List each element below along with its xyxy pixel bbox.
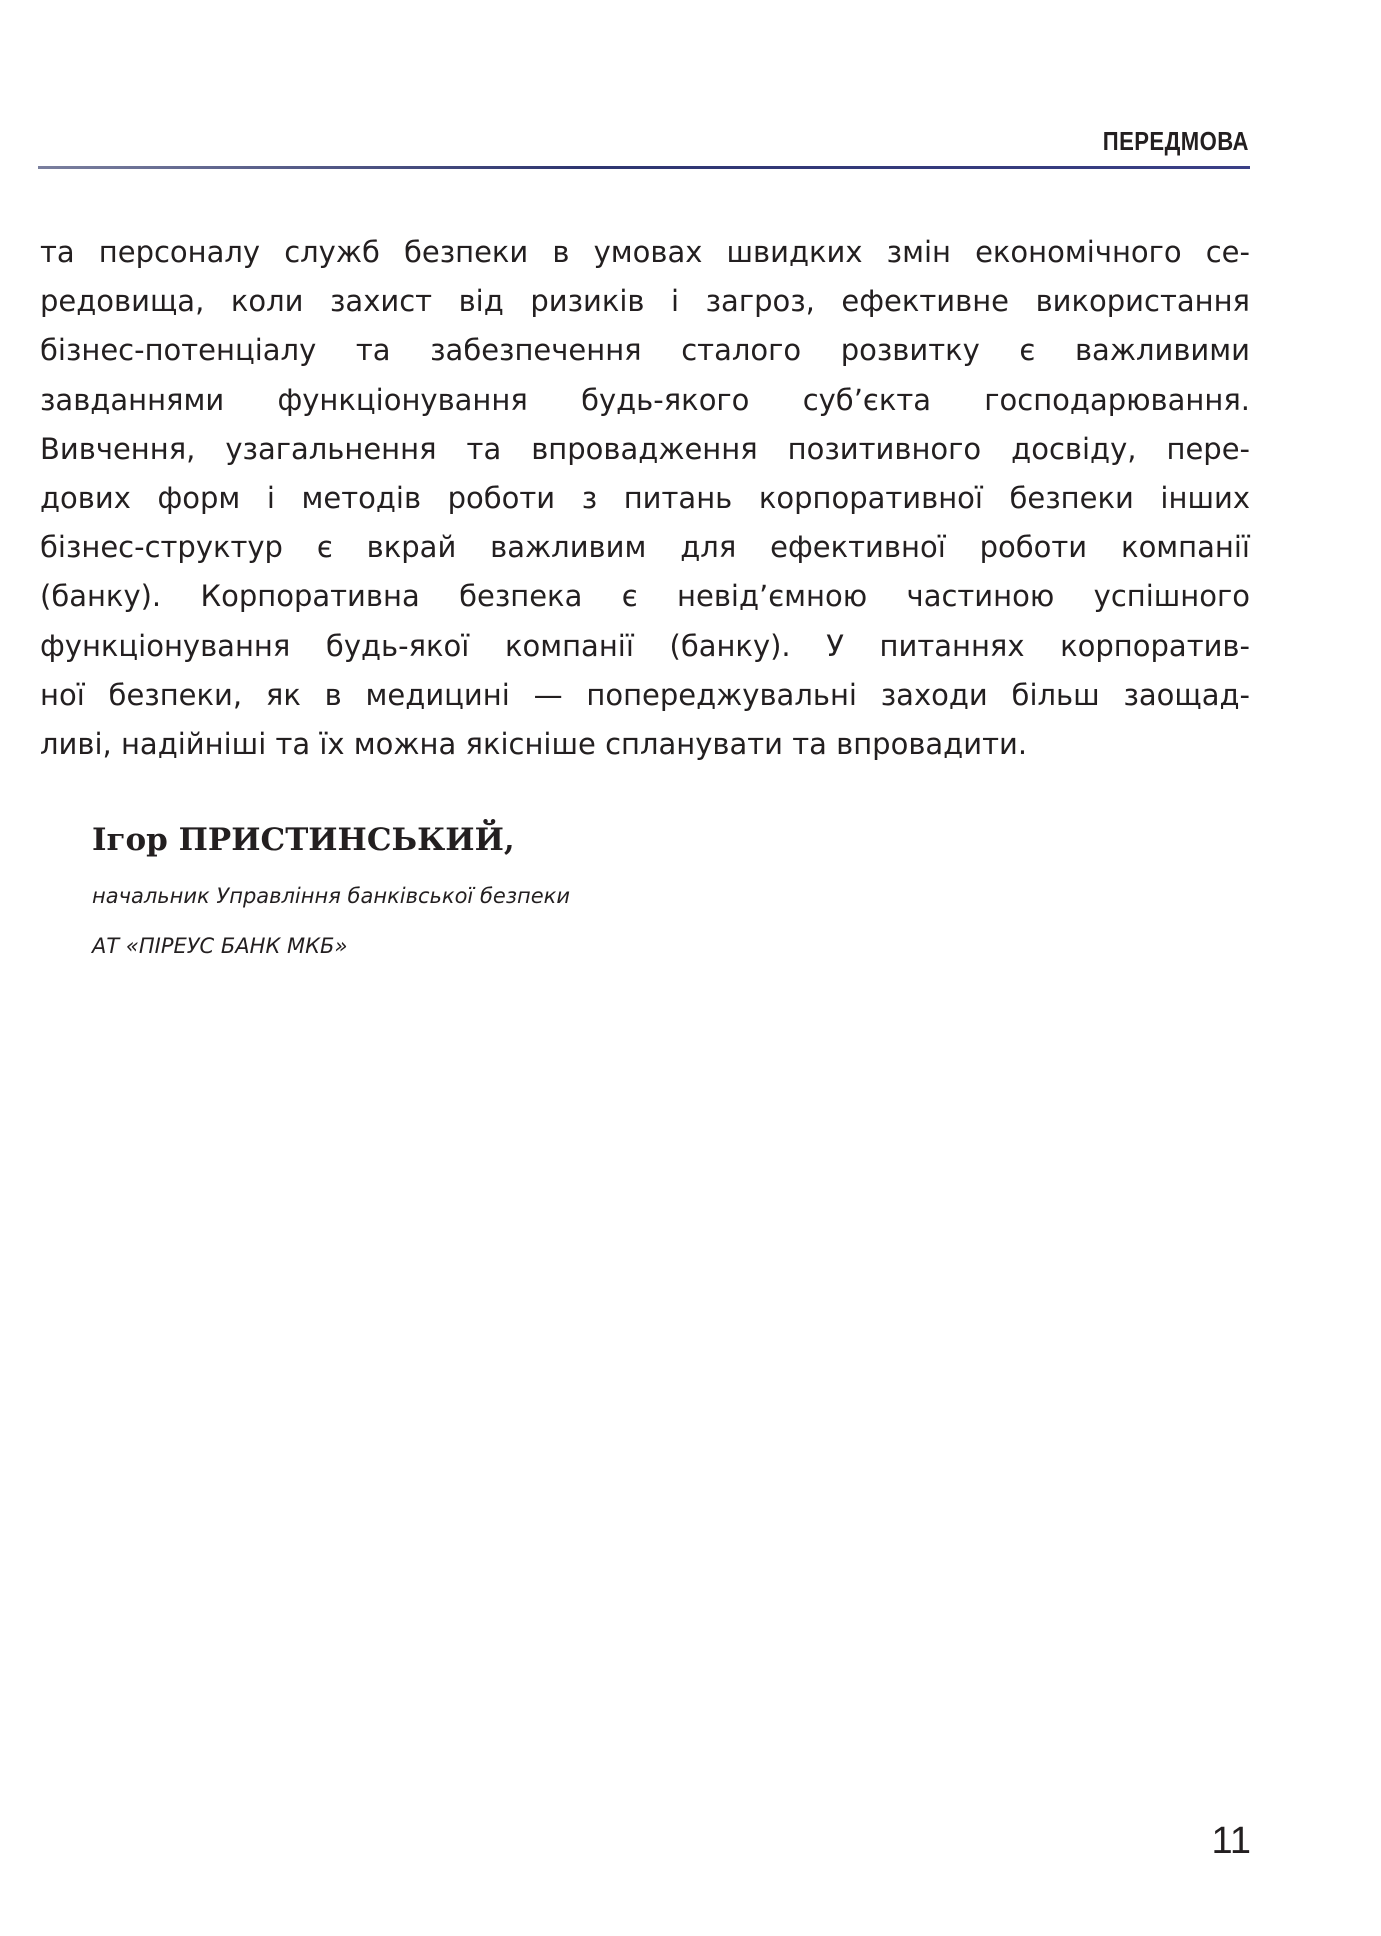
signatory-name: Ігор ПРИСТИНСЬКИЙ, [92, 822, 515, 858]
paragraph-line: (банку). Корпоративна безпека є невід’ємною частиною успішного [40, 579, 1250, 614]
header-rule [38, 166, 1250, 169]
body-paragraph [40, 228, 1250, 769]
signatory-role: начальник Управління банківської безпеки [92, 884, 570, 908]
paragraph-line: редовища, коли захист від ризиків і загроз, ефективне використання [40, 284, 1250, 319]
signature-block [92, 820, 570, 960]
section-title: ПЕРЕДМОВА [1102, 126, 1249, 156]
paragraph-line: та персоналу служб безпеки в умовах швидких змін економічного се- [40, 235, 1250, 269]
paragraph-line: функціонування будь-якої компанії (банку). У питаннях корпоратив- [40, 628, 1250, 663]
paragraph-line: дових форм і методів роботи з питань корпоративної безпеки інших [40, 481, 1250, 516]
paragraph-line: ної безпеки, як в медицині — попереджувальні заходи більш заощад- [40, 677, 1250, 712]
paragraph-line: Вивчення, узагальнення та впровадження позитивного досвіду, пере- [40, 431, 1250, 466]
paragraph-line: бізнес-структур є вкрай важливим для ефективної роботи компанії [40, 530, 1250, 565]
paragraph-line: бізнес-потенціалу та забезпечення сталого розвитку є важливими [40, 333, 1250, 368]
paragraph-line: ливі, надійніші та їх можна якісніше спланувати та впровадити. [40, 727, 1028, 762]
page-number: 11 [1211, 1820, 1251, 1862]
paragraph-line: завданнями функціонування будь-якого суб’єкта господарювання. [40, 382, 1250, 417]
signatory-organization: АТ «ПІРЕУС БАНК МКБ» [92, 934, 348, 958]
